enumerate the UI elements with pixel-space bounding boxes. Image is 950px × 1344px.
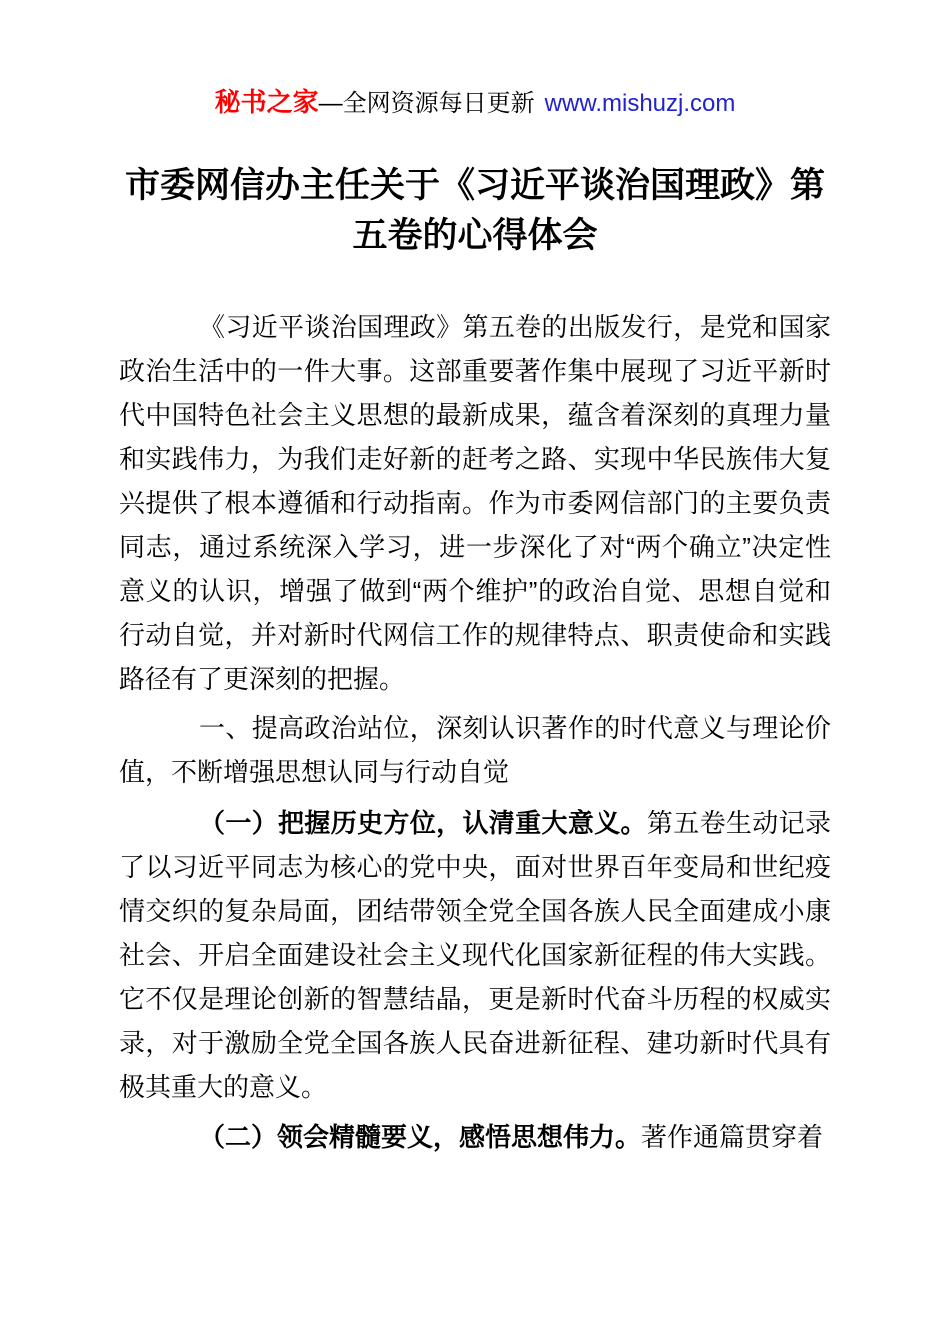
site-tagline-text: —全网资源每日更新 [318,90,535,117]
point-2-text: 著作通篇贯穿着 [641,1122,824,1152]
site-header [0,0,950,119]
site-name-text: 秘书之家 [214,88,319,117]
point-2-bold-lead: （二）领会精髓要义，感悟思想伟力。 [199,1122,642,1152]
document-title: 市委网信办主任关于《习近平谈治国理政》第五卷的心得体会 [124,166,825,255]
paragraph-intro: 《习近平谈治国理政》第五卷的出版发行，是党和国家政治生活中的一件大事。这部重要著作集中展现了习近平新时代中国特色社会主义思想的最新成果，蕴含着深刻的真理力量和实践伟力，为我们走好新的赶考之路、实现中华民族伟大复兴提供了根本遵循和行动指南。作为市委网信部门的主要负责同志，通过系统深入学习，进一步深化了对“两个确立”决定性意义的认识，增强了做到“两个维护”的政治自觉、思想自觉和行动自觉，并对新时代网信工作的规律特点、职责使命和实践路径有了更深刻的把握。 [119,312,831,694]
document-body [119,305,831,1159]
point-1-bold-lead: （一）把握历史方位，认清重大意义。 [199,808,647,838]
paragraph-point-1 [119,801,831,1109]
paragraph-point-2 [119,1115,831,1159]
point-1-text: 第五卷生动记录了以习近平同志为核心的党中央，面对世界百年变局和世纪疫情交织的复杂局面，团结带领全党全国各族人民全面建成小康社会、开启全面建设社会主义现代化国家新征程的伟大实践。它不仅是理论创新的智慧结晶，更是新时代奋斗历程的权威实录，对于激励全党全国各族人民奋进新征程、建功新时代具有极其重大的意义。 [119,808,831,1102]
section-heading-1: 一、提高政治站位，深刻认识著作的时代意义与理论价值，不断增强思想认同与行动自觉 [119,714,831,787]
site-url-link[interactable]: www.mishuzj.com [544,90,736,117]
